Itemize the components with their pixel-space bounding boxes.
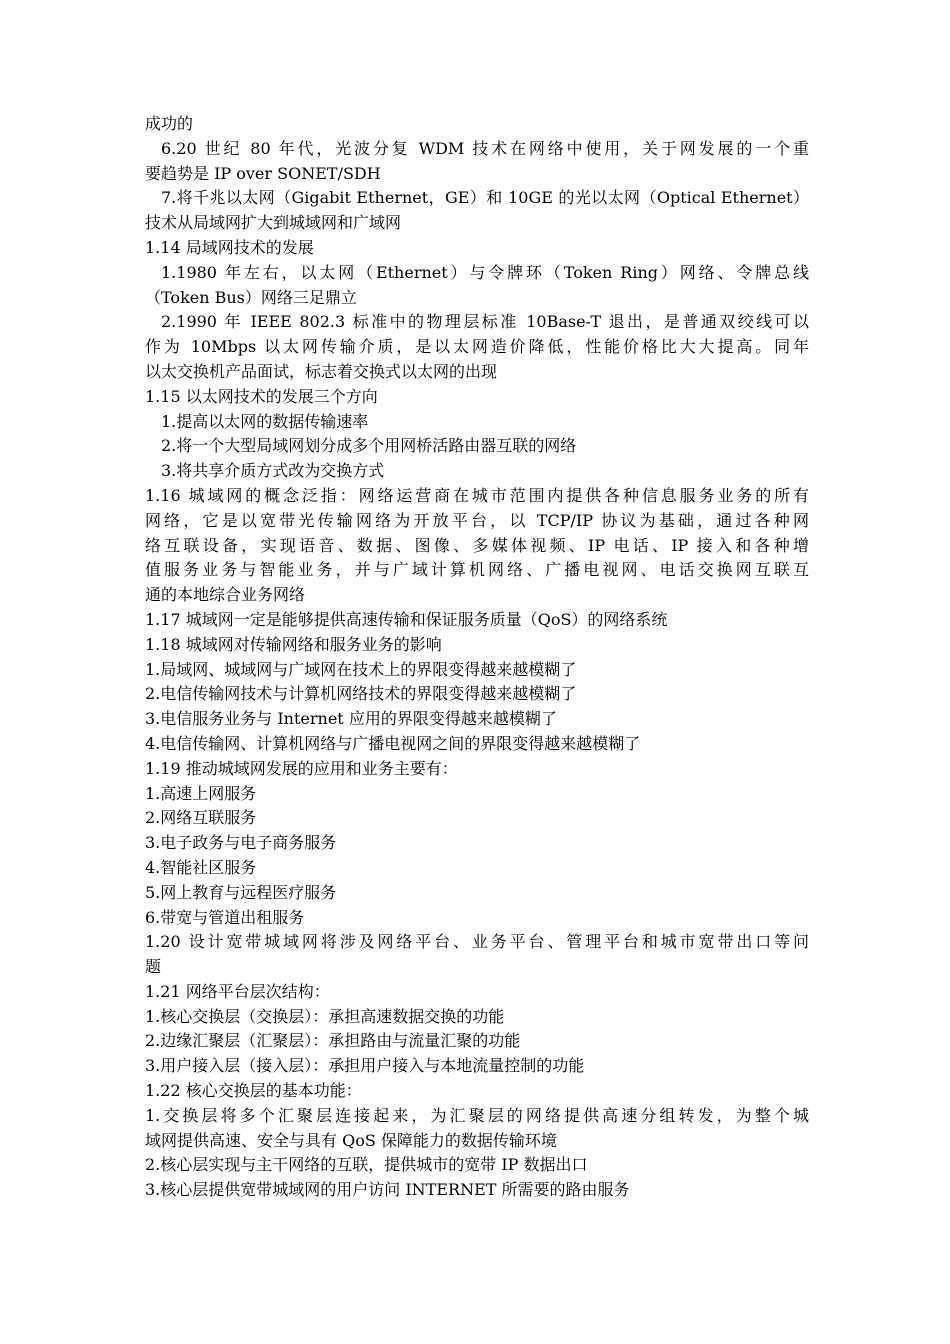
text-line: 要趋势是 IP over SONET/SDH	[145, 163, 381, 183]
text-line: 网络，它是以宽带光传输网络为开放平台，以 TCP/IP 协议为基础，通过各种网	[145, 510, 809, 530]
text-line: 7.将千兆以太网（Gigabit Ethernet，GE）和 10GE 的光以太网（Optical Ethernet）	[161, 188, 809, 208]
text-line: 1.15 以太网技术的发展三个方向	[145, 386, 378, 406]
text-line: 2.网络互联服务	[145, 808, 257, 828]
text-line: 2.边缘汇聚层（汇聚层）：承担路由与流量汇聚的功能	[145, 1031, 521, 1051]
text-line: 6.20 世纪 80 年代，光波分复 WDM 技术在网络中使用，关于网发展的一个重	[161, 138, 809, 158]
text-line: 1.交换层将多个汇聚层连接起来，为汇聚层的网络提供高速分组转发，为整个城	[145, 1105, 809, 1125]
text-line: 2.将一个大型局域网划分成多个用网桥活路由器互联的网络	[161, 436, 577, 456]
text-line: （Token Bus）网络三足鼎立	[145, 287, 357, 307]
text-line: 2.核心层实现与主干网络的互联，提供城市的宽带 IP 数据出口	[145, 1155, 588, 1175]
text-line: 1.14 局域网技术的发展	[145, 237, 314, 257]
text-line: 5.网上教育与远程医疗服务	[145, 882, 337, 902]
text-line: 4.电信传输网、计算机网络与广播电视网之间的界限变得越来越模糊了	[145, 733, 641, 753]
text-line: 1.19 推动城域网发展的应用和业务主要有：	[145, 758, 458, 778]
text-line: 3.将共享介质方式改为交换方式	[161, 461, 385, 481]
text-line: 1.22 核心交换层的基本功能：	[145, 1081, 362, 1101]
text-line: 1.核心交换层（交换层）：承担高速数据交换的功能	[145, 1006, 505, 1026]
text-line: 域网提供高速、安全与具有 QoS 保障能力的数据传输环境	[145, 1130, 557, 1150]
text-line: 以太交换机产品面试，标志着交换式以太网的出现	[145, 361, 498, 381]
text-line: 成功的	[145, 114, 194, 133]
text-line: 4.智能社区服务	[145, 857, 257, 877]
text-line: 技术从局域网扩大到城域网和广域网	[145, 213, 402, 233]
text-line: 1.1980 年左右，以太网（Ethernet）与令牌环（Token Ring）网络、令牌总线	[161, 262, 809, 282]
text-line: 值服务业务与智能业务，并与广域计算机网络、广播电视网、电话交换网互联互	[145, 560, 809, 580]
text-line: 2.电信传输网技术与计算机网络技术的界限变得越来越模糊了	[145, 684, 577, 704]
document-body	[145, 112, 809, 1203]
text-line: 1.18 城域网对传输网络和服务业务的影响	[145, 634, 442, 654]
text-line: 6.带宽与管道出租服务	[145, 907, 305, 927]
text-line: 络互联设备，实现语音、数据、图像、多媒体视频、IP 电话、IP 接入和各种增	[145, 535, 809, 555]
text-line: 3.用户接入层（接入层）：承担用户接入与本地流量控制的功能	[145, 1056, 585, 1076]
text-line: 1.16 城域网的概念泛指：网络运营商在城市范围内提供各种信息服务业务的所有	[145, 485, 809, 505]
text-line: 3.电子政务与电子商务服务	[145, 833, 337, 853]
text-line: 3.核心层提供宽带城域网的用户访问 INTERNET 所需要的路由服务	[145, 1180, 630, 1200]
text-line: 1.高速上网服务	[145, 783, 257, 803]
text-line: 1.17 城域网一定是能够提供高速传输和保证服务质量（QoS）的网络系统	[145, 609, 668, 629]
text-line: 作为 10Mbps 以太网传输介质，是以太网造价降低，性能价格比大大提高。同年	[145, 337, 809, 357]
text-line: 题	[145, 957, 162, 977]
text-line: 1.提高以太网的数据传输速率	[161, 411, 369, 431]
text-line: 1.20 设计宽带城域网将涉及网络平台、业务平台、管理平台和城市宽带出口等问	[145, 932, 809, 952]
text-line: 1.局域网、城域网与广域网在技术上的界限变得越来越模糊了	[145, 659, 577, 679]
text-line: 1.21 网络平台层次结构：	[145, 981, 330, 1001]
text-line: 3.电信服务业务与 Internet 应用的界限变得越来越模糊了	[145, 709, 557, 729]
text-line: 2.1990 年 IEEE 802.3 标准中的物理层标准 10Base-T 退出，是普通双绞线可以	[161, 312, 809, 332]
text-line: 通的本地综合业务网络	[145, 585, 306, 605]
